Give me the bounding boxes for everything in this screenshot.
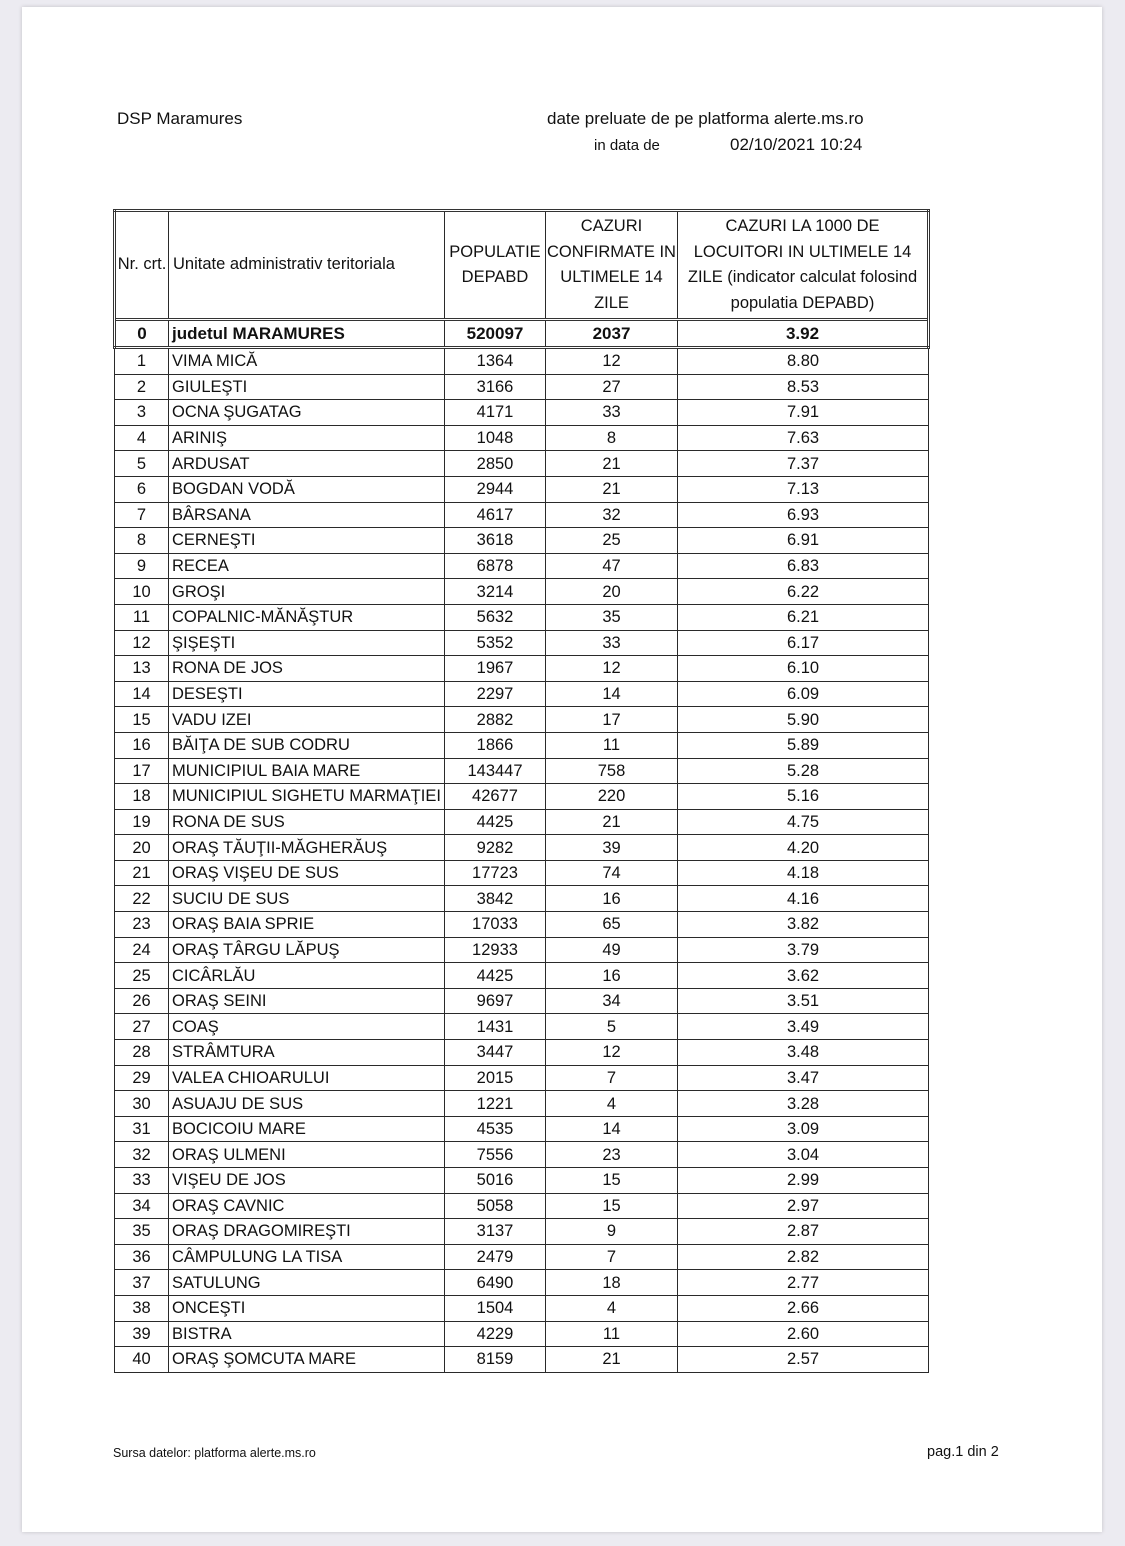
cell-population: 3137 [445, 1219, 546, 1245]
cell-name: ORAŞ DRAGOMIREŞTI [169, 1219, 445, 1245]
column-header-unit: Unitate administrativ teritoriala [169, 211, 445, 320]
column-header-population: POPULATIE DEPABD [445, 211, 546, 320]
cell-nr: 28 [115, 1040, 169, 1066]
cell-cases: 9 [546, 1219, 678, 1245]
cell-name: ORAŞ SEINI [169, 988, 445, 1014]
table-row [115, 656, 929, 682]
cell-name: OCNA ŞUGATAG [169, 400, 445, 426]
cell-rate: 7.91 [678, 400, 929, 426]
cell-nr: 8 [115, 528, 169, 554]
cell-nr: 1 [115, 348, 169, 375]
cell-population: 5058 [445, 1193, 546, 1219]
cell-name: ORAŞ ULMENI [169, 1142, 445, 1168]
cell-cases: 5 [546, 1014, 678, 1040]
cell-rate: 2.57 [678, 1347, 929, 1373]
cell-nr: 14 [115, 681, 169, 707]
table-row [115, 374, 929, 400]
cell-nr: 40 [115, 1347, 169, 1373]
cell-population: 7556 [445, 1142, 546, 1168]
cell-population: 42677 [445, 784, 546, 810]
table-row [115, 476, 929, 502]
cell-name: GIULEŞTI [169, 374, 445, 400]
cell-nr: 18 [115, 784, 169, 810]
cell-rate: 3.28 [678, 1091, 929, 1117]
cell-name: ORAŞ VIŞEU DE SUS [169, 860, 445, 886]
cell-population: 17033 [445, 912, 546, 938]
cell-name: CERNEŞTI [169, 528, 445, 554]
cell-rate: 6.17 [678, 630, 929, 656]
cell-rate: 3.92 [678, 320, 929, 348]
cell-population: 4617 [445, 502, 546, 528]
cell-name: ŞIŞEŞTI [169, 630, 445, 656]
cell-cases: 23 [546, 1142, 678, 1168]
table-row [115, 502, 929, 528]
cell-nr: 21 [115, 860, 169, 886]
cell-nr: 7 [115, 502, 169, 528]
table-row [115, 1168, 929, 1194]
cell-nr: 31 [115, 1116, 169, 1142]
cell-nr: 35 [115, 1219, 169, 1245]
cell-cases: 21 [546, 1347, 678, 1373]
cell-nr: 27 [115, 1014, 169, 1040]
cell-cases: 15 [546, 1168, 678, 1194]
cell-name: VALEA CHIOARULUI [169, 1065, 445, 1091]
cell-name: SUCIU DE SUS [169, 886, 445, 912]
cell-nr: 25 [115, 963, 169, 989]
cell-cases: 32 [546, 502, 678, 528]
column-header-rate: CAZURI LA 1000 DE LOCUITORI IN ULTIMELE 14 ZILE (indicator calculat folosind populatia DEPABD) [678, 211, 929, 320]
cell-name: BÂRSANA [169, 502, 445, 528]
table-row [115, 835, 929, 861]
cell-name: GROŞI [169, 579, 445, 605]
cell-name: BISTRA [169, 1321, 445, 1347]
cell-name: ORAŞ TĂUŢII-MĂGHERĂUŞ [169, 835, 445, 861]
table-row [115, 1193, 929, 1219]
cell-nr: 29 [115, 1065, 169, 1091]
cell-name: BĂIŢA DE SUB CODRU [169, 732, 445, 758]
cell-name: VIŞEU DE JOS [169, 1168, 445, 1194]
cell-nr: 15 [115, 707, 169, 733]
cell-nr: 34 [115, 1193, 169, 1219]
table-row [115, 425, 929, 451]
cell-population: 5352 [445, 630, 546, 656]
cell-cases: 39 [546, 835, 678, 861]
cell-population: 1504 [445, 1295, 546, 1321]
cell-rate: 3.79 [678, 937, 929, 963]
table-row [115, 912, 929, 938]
cell-population: 2944 [445, 476, 546, 502]
cell-rate: 3.62 [678, 963, 929, 989]
cell-population: 1364 [445, 348, 546, 375]
organization-name: DSP Maramures [117, 109, 243, 128]
cell-rate: 6.93 [678, 502, 929, 528]
cell-population: 4171 [445, 400, 546, 426]
cell-population: 6878 [445, 553, 546, 579]
table-row [115, 1040, 929, 1066]
cell-cases: 12 [546, 656, 678, 682]
cell-population: 12933 [445, 937, 546, 963]
cell-population: 143447 [445, 758, 546, 784]
cell-rate: 3.82 [678, 912, 929, 938]
table-row [115, 809, 929, 835]
cell-rate: 6.83 [678, 553, 929, 579]
table-row [115, 963, 929, 989]
cell-nr: 13 [115, 656, 169, 682]
cell-cases: 17 [546, 707, 678, 733]
cell-rate: 5.16 [678, 784, 929, 810]
cell-name: STRÂMTURA [169, 1040, 445, 1066]
cell-cases: 16 [546, 963, 678, 989]
cell-name: ORAŞ CAVNIC [169, 1193, 445, 1219]
cell-nr: 2 [115, 374, 169, 400]
table-row [115, 758, 929, 784]
cell-nr: 6 [115, 476, 169, 502]
cell-rate: 2.99 [678, 1168, 929, 1194]
cell-cases: 21 [546, 476, 678, 502]
cell-name: VIMA MICĂ [169, 348, 445, 375]
cell-rate: 4.18 [678, 860, 929, 886]
cell-population: 4425 [445, 963, 546, 989]
cell-rate: 2.82 [678, 1244, 929, 1270]
cell-population: 9282 [445, 835, 546, 861]
cell-cases: 12 [546, 348, 678, 375]
cell-name: VADU IZEI [169, 707, 445, 733]
cell-population: 4229 [445, 1321, 546, 1347]
column-header-nr: Nr. crt. [115, 211, 169, 320]
cell-name: MUNICIPIUL BAIA MARE [169, 758, 445, 784]
cell-nr: 22 [115, 886, 169, 912]
cell-population: 4425 [445, 809, 546, 835]
cell-rate: 4.20 [678, 835, 929, 861]
cell-population: 17723 [445, 860, 546, 886]
cell-cases: 7 [546, 1244, 678, 1270]
cell-population: 2015 [445, 1065, 546, 1091]
cell-nr: 26 [115, 988, 169, 1014]
cell-nr: 32 [115, 1142, 169, 1168]
table-row [115, 1142, 929, 1168]
cell-population: 6490 [445, 1270, 546, 1296]
cell-name: ASUAJU DE SUS [169, 1091, 445, 1117]
cell-population: 2479 [445, 1244, 546, 1270]
table-row [115, 1347, 929, 1373]
cell-name: SATULUNG [169, 1270, 445, 1296]
cell-cases: 16 [546, 886, 678, 912]
cell-population: 1431 [445, 1014, 546, 1040]
cell-rate: 3.51 [678, 988, 929, 1014]
cell-name: RECEA [169, 553, 445, 579]
data-source-line: date preluate de pe platforma alerte.ms.ro [547, 109, 864, 128]
cell-cases: 21 [546, 809, 678, 835]
cell-name: BOGDAN VODĂ [169, 476, 445, 502]
document-page [22, 7, 1102, 1532]
table-row [115, 630, 929, 656]
cell-population: 3842 [445, 886, 546, 912]
cell-name: CÂMPULUNG LA TISA [169, 1244, 445, 1270]
cell-nr: 17 [115, 758, 169, 784]
cell-cases: 11 [546, 1321, 678, 1347]
cell-nr: 33 [115, 1168, 169, 1194]
table-row [115, 784, 929, 810]
cell-name: CICÂRLĂU [169, 963, 445, 989]
column-header-cases: CAZURI CONFIRMATE IN ULTIMELE 14 ZILE [546, 211, 678, 320]
cell-rate: 3.04 [678, 1142, 929, 1168]
table-row [115, 1219, 929, 1245]
cell-nr: 20 [115, 835, 169, 861]
cell-rate: 3.47 [678, 1065, 929, 1091]
cell-population: 3214 [445, 579, 546, 605]
cell-population: 1221 [445, 1091, 546, 1117]
cell-cases: 14 [546, 681, 678, 707]
cell-nr: 23 [115, 912, 169, 938]
cell-rate: 6.21 [678, 604, 929, 630]
cell-name: ORAŞ BAIA SPRIE [169, 912, 445, 938]
cell-rate: 4.16 [678, 886, 929, 912]
date-value: 02/10/2021 10:24 [730, 135, 863, 154]
cell-name: RONA DE JOS [169, 656, 445, 682]
cell-population: 3618 [445, 528, 546, 554]
table-row [115, 604, 929, 630]
cell-cases: 758 [546, 758, 678, 784]
cell-cases: 14 [546, 1116, 678, 1142]
table-row [115, 1270, 929, 1296]
cell-cases: 7 [546, 1065, 678, 1091]
cell-cases: 8 [546, 425, 678, 451]
cell-population: 3166 [445, 374, 546, 400]
cell-name: COAŞ [169, 1014, 445, 1040]
table-row [115, 1065, 929, 1091]
table-row [115, 707, 929, 733]
cell-cases: 2037 [546, 320, 678, 348]
cell-rate: 5.28 [678, 758, 929, 784]
cell-nr: 16 [115, 732, 169, 758]
table-header-row [115, 211, 929, 320]
cell-nr: 37 [115, 1270, 169, 1296]
cell-nr: 4 [115, 425, 169, 451]
table-row [115, 451, 929, 477]
date-label: in data de [594, 137, 660, 154]
cell-nr: 24 [115, 937, 169, 963]
table-row [115, 1091, 929, 1117]
cell-cases: 12 [546, 1040, 678, 1066]
cell-population: 5632 [445, 604, 546, 630]
cell-rate: 3.48 [678, 1040, 929, 1066]
cell-nr: 11 [115, 604, 169, 630]
cell-nr: 5 [115, 451, 169, 477]
cell-rate: 8.80 [678, 348, 929, 375]
incidence-table [113, 209, 930, 1373]
cell-cases: 33 [546, 630, 678, 656]
cell-name: ORAŞ ŞOMCUTA MARE [169, 1347, 445, 1373]
cell-population: 9697 [445, 988, 546, 1014]
cell-rate: 2.87 [678, 1219, 929, 1245]
cell-nr: 0 [115, 320, 169, 348]
page-number: pag.1 din 2 [927, 1444, 999, 1460]
cell-rate: 7.63 [678, 425, 929, 451]
cell-nr: 3 [115, 400, 169, 426]
cell-population: 8159 [445, 1347, 546, 1373]
cell-cases: 21 [546, 451, 678, 477]
cell-rate: 2.97 [678, 1193, 929, 1219]
total-row [115, 320, 929, 348]
cell-nr: 30 [115, 1091, 169, 1117]
cell-rate: 6.09 [678, 681, 929, 707]
table-row [115, 988, 929, 1014]
cell-rate: 7.37 [678, 451, 929, 477]
cell-name: ARINIŞ [169, 425, 445, 451]
cell-population: 2297 [445, 681, 546, 707]
cell-name: judetul MARAMURES [169, 320, 445, 348]
cell-nr: 9 [115, 553, 169, 579]
cell-name: BOCICOIU MARE [169, 1116, 445, 1142]
cell-population: 2850 [445, 451, 546, 477]
cell-cases: 65 [546, 912, 678, 938]
cell-cases: 15 [546, 1193, 678, 1219]
cell-cases: 4 [546, 1295, 678, 1321]
cell-nr: 12 [115, 630, 169, 656]
cell-name: ARDUSAT [169, 451, 445, 477]
table-row [115, 553, 929, 579]
cell-rate: 2.66 [678, 1295, 929, 1321]
cell-name: ONCEŞTI [169, 1295, 445, 1321]
table-row [115, 860, 929, 886]
cell-name: RONA DE SUS [169, 809, 445, 835]
table-row [115, 681, 929, 707]
cell-population: 1048 [445, 425, 546, 451]
table-row [115, 937, 929, 963]
cell-rate: 8.53 [678, 374, 929, 400]
cell-rate: 5.89 [678, 732, 929, 758]
cell-name: COPALNIC-MĂNĂŞTUR [169, 604, 445, 630]
cell-population: 1866 [445, 732, 546, 758]
table-row [115, 579, 929, 605]
cell-population: 520097 [445, 320, 546, 348]
cell-rate: 3.49 [678, 1014, 929, 1040]
cell-nr: 38 [115, 1295, 169, 1321]
cell-cases: 49 [546, 937, 678, 963]
table-row [115, 732, 929, 758]
table-row [115, 1321, 929, 1347]
cell-rate: 2.77 [678, 1270, 929, 1296]
table-row [115, 1244, 929, 1270]
cell-nr: 19 [115, 809, 169, 835]
cell-cases: 74 [546, 860, 678, 886]
table-row [115, 400, 929, 426]
table-row [115, 1014, 929, 1040]
cell-cases: 25 [546, 528, 678, 554]
cell-rate: 6.91 [678, 528, 929, 554]
cell-cases: 20 [546, 579, 678, 605]
table-row [115, 348, 929, 375]
cell-population: 2882 [445, 707, 546, 733]
cell-nr: 10 [115, 579, 169, 605]
cell-cases: 220 [546, 784, 678, 810]
cell-nr: 36 [115, 1244, 169, 1270]
footer-source: Sursa datelor: platforma alerte.ms.ro [113, 1446, 316, 1460]
cell-name: DESEŞTI [169, 681, 445, 707]
cell-cases: 18 [546, 1270, 678, 1296]
cell-cases: 27 [546, 374, 678, 400]
cell-rate: 7.13 [678, 476, 929, 502]
cell-cases: 4 [546, 1091, 678, 1117]
cell-rate: 6.22 [678, 579, 929, 605]
cell-name: MUNICIPIUL SIGHETU MARMAŢIEI [169, 784, 445, 810]
cell-population: 5016 [445, 1168, 546, 1194]
cell-name: ORAŞ TÂRGU LĂPUŞ [169, 937, 445, 963]
cell-rate: 3.09 [678, 1116, 929, 1142]
cell-rate: 2.60 [678, 1321, 929, 1347]
cell-rate: 4.75 [678, 809, 929, 835]
cell-population: 4535 [445, 1116, 546, 1142]
cell-rate: 6.10 [678, 656, 929, 682]
table-row [115, 1295, 929, 1321]
cell-cases: 47 [546, 553, 678, 579]
cell-population: 1967 [445, 656, 546, 682]
cell-rate: 5.90 [678, 707, 929, 733]
cell-cases: 33 [546, 400, 678, 426]
cell-nr: 39 [115, 1321, 169, 1347]
table-row [115, 528, 929, 554]
cell-cases: 34 [546, 988, 678, 1014]
cell-population: 3447 [445, 1040, 546, 1066]
table-row [115, 886, 929, 912]
cell-cases: 35 [546, 604, 678, 630]
table-row [115, 1116, 929, 1142]
cell-cases: 11 [546, 732, 678, 758]
